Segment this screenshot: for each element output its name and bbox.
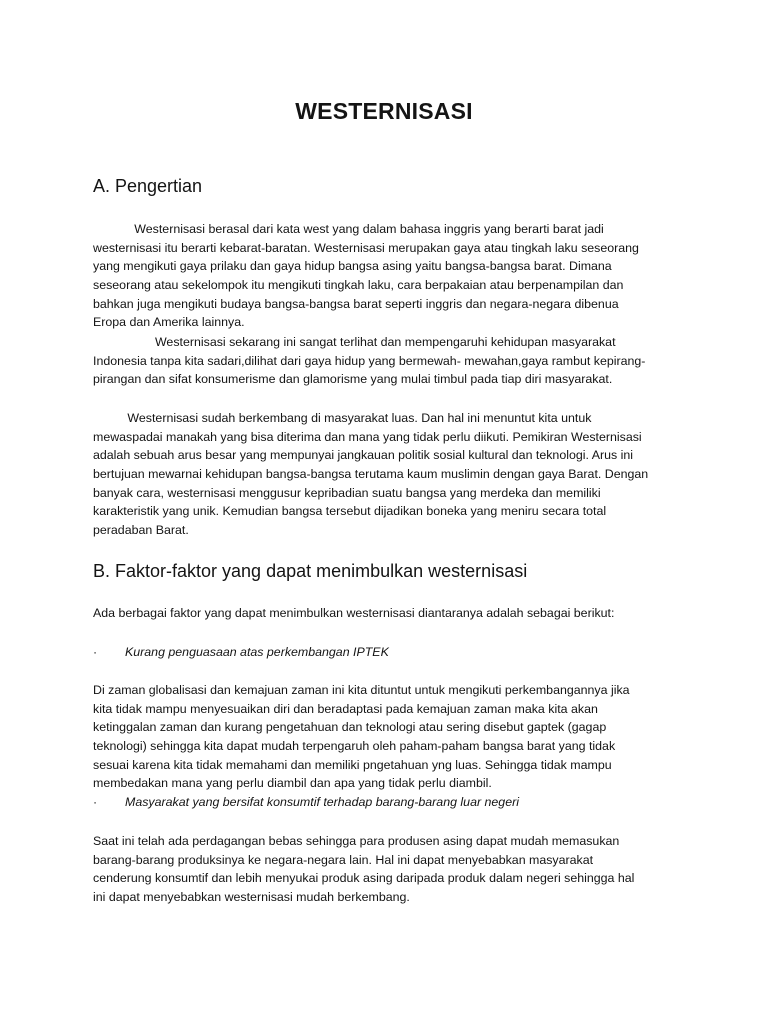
bullet-item-iptek: [93, 643, 693, 662]
text-line: westernisasi itu berarti kebarat-baratan. Westernisasi merupakan gaya atau tingkah laku seseorang: [93, 240, 639, 255]
text-line: Westernisasi sudah berkembang di masyarakat luas. Dan hal ini menuntut kita untuk: [93, 411, 592, 425]
paragraph-pengertian-2: [93, 333, 693, 389]
text-line: ketinggalan zaman dan kurang pengetahuan dan teknologi atau sering disebut gaptek (gagap: [93, 720, 607, 735]
text-line: karakteristik yang unik. Kemudian bangsa tersebut dijadikan boneka yang meniru secara total: [93, 504, 607, 519]
document-title: WESTERNISASI: [295, 98, 473, 124]
text-line: Eropa dan Amerika lainnya.: [93, 315, 245, 330]
text-line: adalah sebuah arus besar yang mempunyai jangkauan politik sosial kultural dan teknologi. Arus ini: [93, 448, 634, 463]
bullet-label: Kurang penguasaan atas perkembangan IPTEK: [125, 645, 389, 659]
bullet-icon: ·: [93, 645, 98, 659]
text-line: membedakan mana yang perlu diambil dan apa yang tidak perlu diambil.: [93, 776, 492, 791]
paragraph-iptek: [93, 681, 693, 793]
list-item: [93, 643, 693, 662]
text-line: peradaban Barat.: [93, 523, 189, 538]
paragraph-pengertian-3: [93, 409, 693, 540]
text-line: bertujuan mewarnai kehidupan bangsa-bangsa terutama kaum muslimin dengan gaya Barat. Dengan: [93, 467, 649, 482]
section-a-heading: A. Pengertian: [93, 176, 203, 196]
text-line: Indonesia tanpa kita sadari,dilihat dari gaya hidup yang bermewah- mewahan,gaya rambut kepirang-: [93, 353, 646, 368]
text-line: pirangan dan sifat konsumerisme dan glamorisme yang mulai timbul pada tiap diri masyarakat.: [93, 372, 613, 387]
text-line: Di zaman globalisasi dan kemajuan zaman ini kita dituntut untuk mengikuti perkembangannya jika: [93, 683, 630, 697]
text-line: Ada berbagai faktor yang dapat menimbulkan westernisasi diantaranya adalah sebagai berikut:: [93, 606, 615, 620]
list-item: [93, 793, 693, 812]
text-line: kita tidak mampu menyesuaikan diri dan beradaptasi pada kemajuan zaman maka kita akan: [93, 701, 598, 716]
bullet-label: Masyarakat yang bersifat konsumtif terhadap barang-barang luar negeri: [125, 795, 519, 809]
text-line: Saat ini telah ada perdagangan bebas sehingga para produsen asing dapat mudah memasukan: [93, 834, 620, 848]
text-line: barang-barang produksinya ke negara-negara lain. Hal ini dapat menyebabkan masyarakat: [93, 852, 594, 867]
text-line: Westernisasi berasal dari kata west yang dalam bahasa inggris yang berarti barat jadi: [93, 222, 604, 236]
bullet-icon: ·: [93, 795, 98, 809]
text-line: sesuai karena kita tidak memahami dan memiliki pngetahuan yng luas. Sehingga tidak mampu: [93, 757, 612, 772]
paragraph-faktor-intro: [93, 604, 693, 623]
text-line: teknologi) sehingga kita dapat mudah terpengaruh oleh paham-paham bangsa barat yang tidak: [93, 739, 616, 754]
text-line: ini dapat menyebabkan westernisasi mudah berkembang.: [93, 890, 410, 905]
text-line: Westernisasi sekarang ini sangat terlihat dan mempengaruhi kehidupan masyarakat: [93, 335, 616, 349]
text-line: bahkan juga mengikuti budaya bangsa-bangsa barat seperti inggris dan negara-negara dibenua: [93, 296, 619, 311]
section-b-heading: B. Faktor-faktor yang dapat menimbulkan westernisasi: [93, 561, 528, 581]
paragraph-konsumtif: [93, 832, 693, 907]
text-line: yang mengikuti gaya prilaku dan gaya hidup bangsa asing yaitu bangsa-bangsa barat. Dimana: [93, 259, 612, 274]
paragraph-pengertian-1: [93, 220, 693, 332]
bullet-item-konsumtif: [93, 793, 693, 812]
text-line: banyak cara, westernisasi menggusur kepribadian suatu bangsa yang merdeka dan memiliki: [93, 485, 601, 500]
text-line: mewaspadai manakah yang bisa diterima dan mana yang tidak perlu diikuti. Pemikiran Westernisasi: [93, 429, 642, 444]
text-line: seseorang atau sekelompok itu mengikuti tingkah laku, cara berpakaian atau berpenampilan dan: [93, 278, 624, 293]
text-line: cenderung konsumtif dan lebih menyukai produk asing daripada produk dalam negeri sehingga hal: [93, 871, 635, 886]
